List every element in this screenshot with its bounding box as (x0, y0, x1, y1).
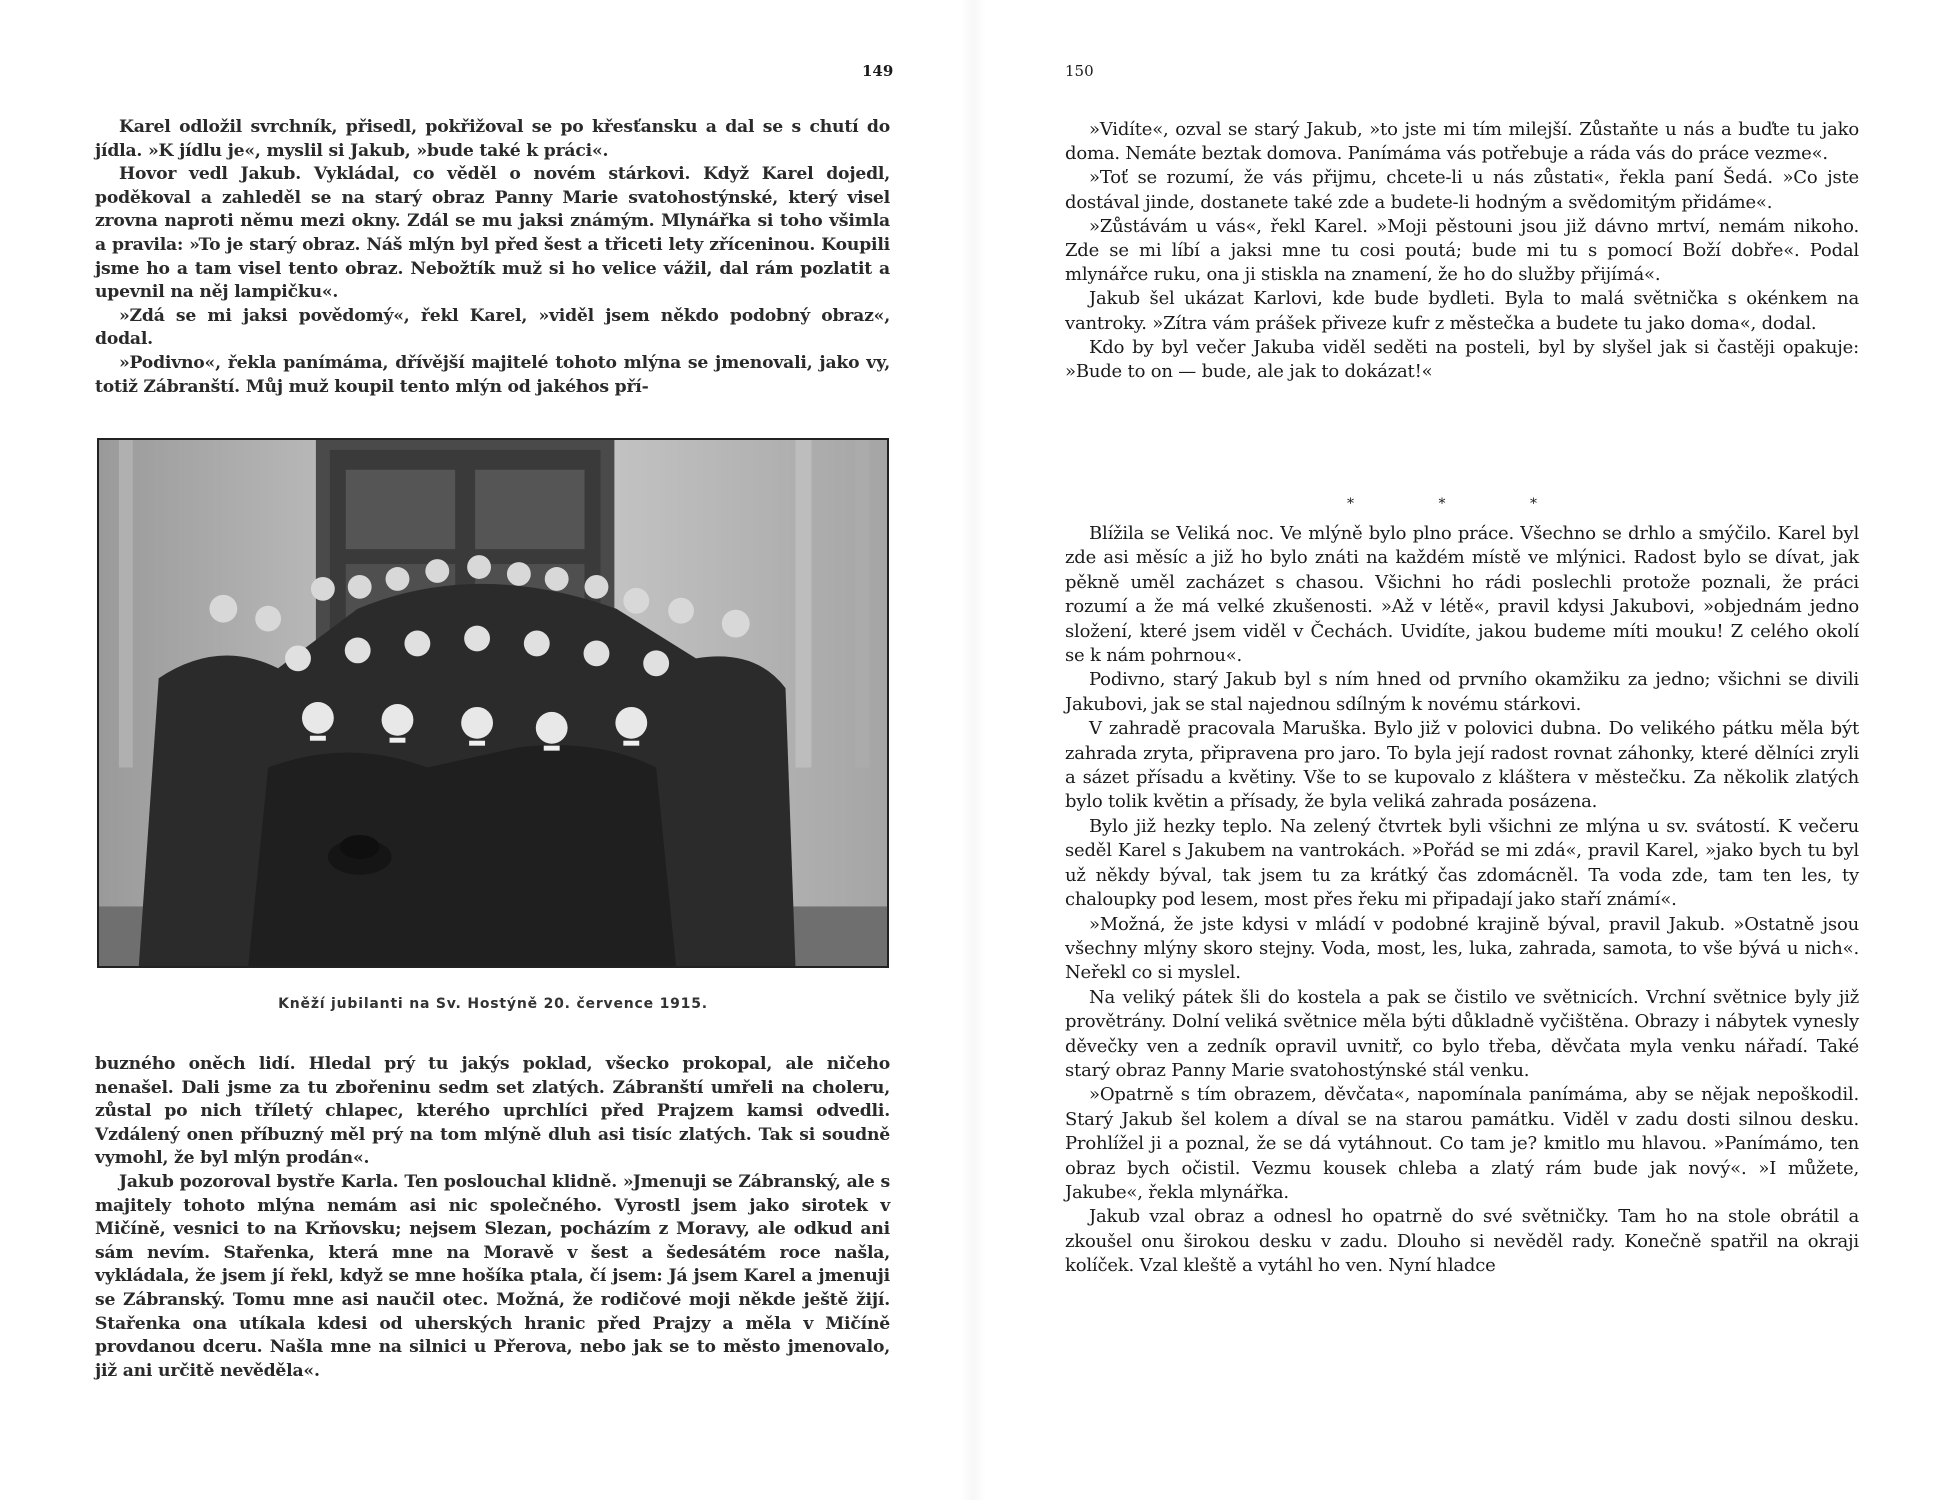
photo-illustration (99, 440, 887, 966)
group-photograph (97, 438, 889, 968)
paragraph: V zahradě pracovala Maruška. Bylo již v polovici dubna. Do velikého pátku měla být zahrada zryta, připravena pro jaro. To byla její radost rovnat záhonky, které dělníci zryli a sázet přísadu a květiny. Vše to se kupovalo z kláštera v městečku. Za několik zlatých bylo tolik květin a přísady, že byla veliká zahrada posázena. (1065, 718, 1859, 813)
left-bottom-text (95, 1053, 890, 1383)
right-page (973, 0, 1946, 1500)
paragraph: Jakub pozoroval bystře Karla. Ten poslouchal klidně. »Jmenuji se Zábranský, ale s majitely tohoto mlýna nemám asi nic společného. Vyrostl jsem jako sirotek v Mičíně, vesnici to na Krňovsku; nejsem Slezan, pocházím z Moravy, ale odkud ani sám nevím. Stařenka, která mne na Moravě v šest a šedesátém roce našla, vykládala, že jsem jí řekl, když se mne hošíka ptala, čí jsem: Já jsem Karel a jmenuji se Zábranský. Tomu mne asi naučil otec. Možná, že rodičové moji někde ještě žijí. Stařenka ona utíkala kdesi od uherských hranic před Prajzy a měla v Mičíně provdanou dceru. Našla mne na silnici u Přerova, nebo jak se to město jmenovalo, již ani určitě nevěděla«. (95, 1171, 890, 1381)
paragraph: Karel odložil svrchník, přisedl, pokřižoval se po křesťansku a dal se s chutí do jídla. »K jídlu je«, myslil si Jakub, »bude také k práci«. (95, 117, 890, 161)
paragraph: »Toť se rozumí, že vás přijmu, chcete-li u nás zůstati«, řekla paní Šedá. »Co jste dostával jinde, dostanete také zde a budete-li hodným a svědomitým přidáme«. (1065, 167, 1859, 213)
paragraph: »Zůstávám u vás«, řekl Karel. »Moji pěstouni jsou již dávno mrtví, nemám nikoho. Zde se mi líbí a jaksi mne tu cosi poutá; bude mi tu s pomocí Boží dobře«. Podal mlynářce ruku, ona ji stiskla na znamení, že ho do služby přijímá«. (1065, 215, 1859, 286)
paragraph: »Podivno«, řekla panímáma, dřívější majitelé tohoto mlýna se jmenovali, jako vy, totiž Zábranští. Můj muž koupil tento mlýn od jakéhos pří- (95, 352, 890, 397)
paragraph: »Vidíte«, ozval se starý Jakub, »to jste mi tím milejší. Zůstaňte u nás a buďte tu jako doma. Nemáte beztak domova. Panímáma vás potřebuje a ráda vás do práce vezme«. (1065, 119, 1859, 165)
page-number: 149 (862, 62, 894, 80)
paragraph: Jakub vzal obraz a odnesl ho opatrně do své světničky. Tam ho na stole obrátil a zkoušel onu širokou desku v zadu. Dlouho si nevěděl rady. Konečně spatřil na okraji kolíček. Vzal kleště a vytáhl ho ven. Nyní hladce (1065, 1206, 1859, 1277)
paragraph: »Možná, že jste kdysi v mládí v podobné krajině býval, pravil Jakub. »Ostatně jsou všechny mlýny skoro stejny. Voda, most, les, luka, zahrada, samota, to vše bývá u nich«. Neřekl co si myslel. (1065, 913, 1859, 984)
right-bottom-text (1065, 522, 1859, 1279)
paragraph: »Zdá se mi jaksi povědomý«, řekl Karel, »viděl jsem někdo podobný obraz«, dodal. (95, 305, 890, 350)
right-top-text (1065, 118, 1859, 384)
left-top-text (95, 116, 890, 399)
section-separator: * * * (1347, 496, 1577, 512)
paragraph: Bylo již hezky teplo. Na zelený čtvrtek byli všichni ze mlýna u sv. svátostí. K večeru seděl Karel s Jakubem na vantrokách. »Pořád se mi zdá«, pravil Karel, »jako bych tu byl už někdy býval, tak jsem tu za krátký čas zdomácněl. Ta voda zde, tam ten les, ty chaloupky pod lesem, most přes řeku mi připadají jako staří známí«. (1065, 815, 1859, 911)
paragraph: Jakub šel ukázat Karlovi, kde bude bydleti. Byla to malá světnička s okénkem na vantroky. »Zítra vám prášek přiveze kufr z městečka a budete tu jako doma«, dodal. (1065, 288, 1859, 334)
paragraph: Kdo by byl večer Jakuba viděl seděti na posteli, byl by slyšel jak si častěji opakuje: »Bude to on — bude, ale jak to dokázat!« (1065, 336, 1859, 383)
paragraph: buzného oněch lidí. Hledal prý tu jakýs poklad, všecko prokopal, ale ničeho nenašel. Dali jsme za tu zbořeninu sedm set zlatých. Zábranští umřeli na choleru, zůstal po nich tříletý chlapec, kterého uprchlíci před Prajzem kamsi odvedli. Vzdálený onen příbuzný měl prý na tom mlýně dluh asi tisíc zlatých. Tak si soudně vymohl, že byl mlýn prodán«. (95, 1054, 890, 1169)
paragraph: Hovor vedl Jakub. Vykládal, co věděl o novém stárkovi. Když Karel dojedl, poděkoval a zahleděl se na starý obraz Panny Marie svatohostýnské, který visel zrovna naproti němu mezi okny. Zdál se mu jaksi známým. Mlynářka si toho všimla a pravila: »To je starý obraz. Náš mlýn byl před šest a třiceti lety zříceninou. Koupili jsme ho a tam visel tento obraz. Nebožtík muž si ho velice vážil, dal rám pozlatit a upevnil na něj lampičku«. (95, 164, 890, 303)
paragraph: »Opatrně s tím obrazem, děvčata«, napomínala panímáma, aby se nějak nepoškodil. Starý Jakub šel kolem a díval se na starou památku. Viděl v zadu dosti silnou desku. Prohlížel ji a poznal, že se dá vytáhnout. Co tam je? kmitlo mu hlavou. »Panímámo, ten obraz bych očistil. Vezmu kousek chleba a zlatý rám bude jak nový«. »I můžete, Jakube«, řekla mlynářka. (1065, 1084, 1859, 1203)
paragraph: Blížila se Veliká noc. Ve mlýně bylo plno práce. Všechno se drhlo a smýčilo. Karel byl zde asi měsíc a již ho bylo znáti na každém místě ve mlýnici. Radost bylo se dívat, jak pěkně uměl zacházet s chasou. Všichni ho rádi poslechli protože poznali, že práci rozumí a že má velké zkušenosti. »Až v létě«, pravil kdysi Jakubovi, »objednám jedno složení, které jsem viděl v Čechách. Uvidíte, jakou budeme míti mouku! Z celého okolí se k nám pohrnou«. (1065, 523, 1859, 667)
paragraph: Na veliký pátek šli do kostela a pak se čistilo ve světnicích. Vrchní světnice byly již provětrány. Dolní veliká světnice měla býti důkladně vyčištěna. Obrazy i nábytek vynesly děvečky ven a zedník opravil uvnitř, co bylo třeba, děvčata myla venku nářadí. Také starý obraz Panny Marie svatohostýnské stál venku. (1065, 986, 1859, 1081)
photo-caption: Kněží jubilanti na Sv. Hostýně 20. července 1915. (278, 996, 708, 1012)
paragraph: Podivno, starý Jakub byl s ním hned od prvního okamžiku za jedno; všichni se divili Jakubovi, jak se stal najednou sdílným k novému stárkovi. (1065, 669, 1859, 715)
page-number: 150 (1065, 62, 1094, 80)
